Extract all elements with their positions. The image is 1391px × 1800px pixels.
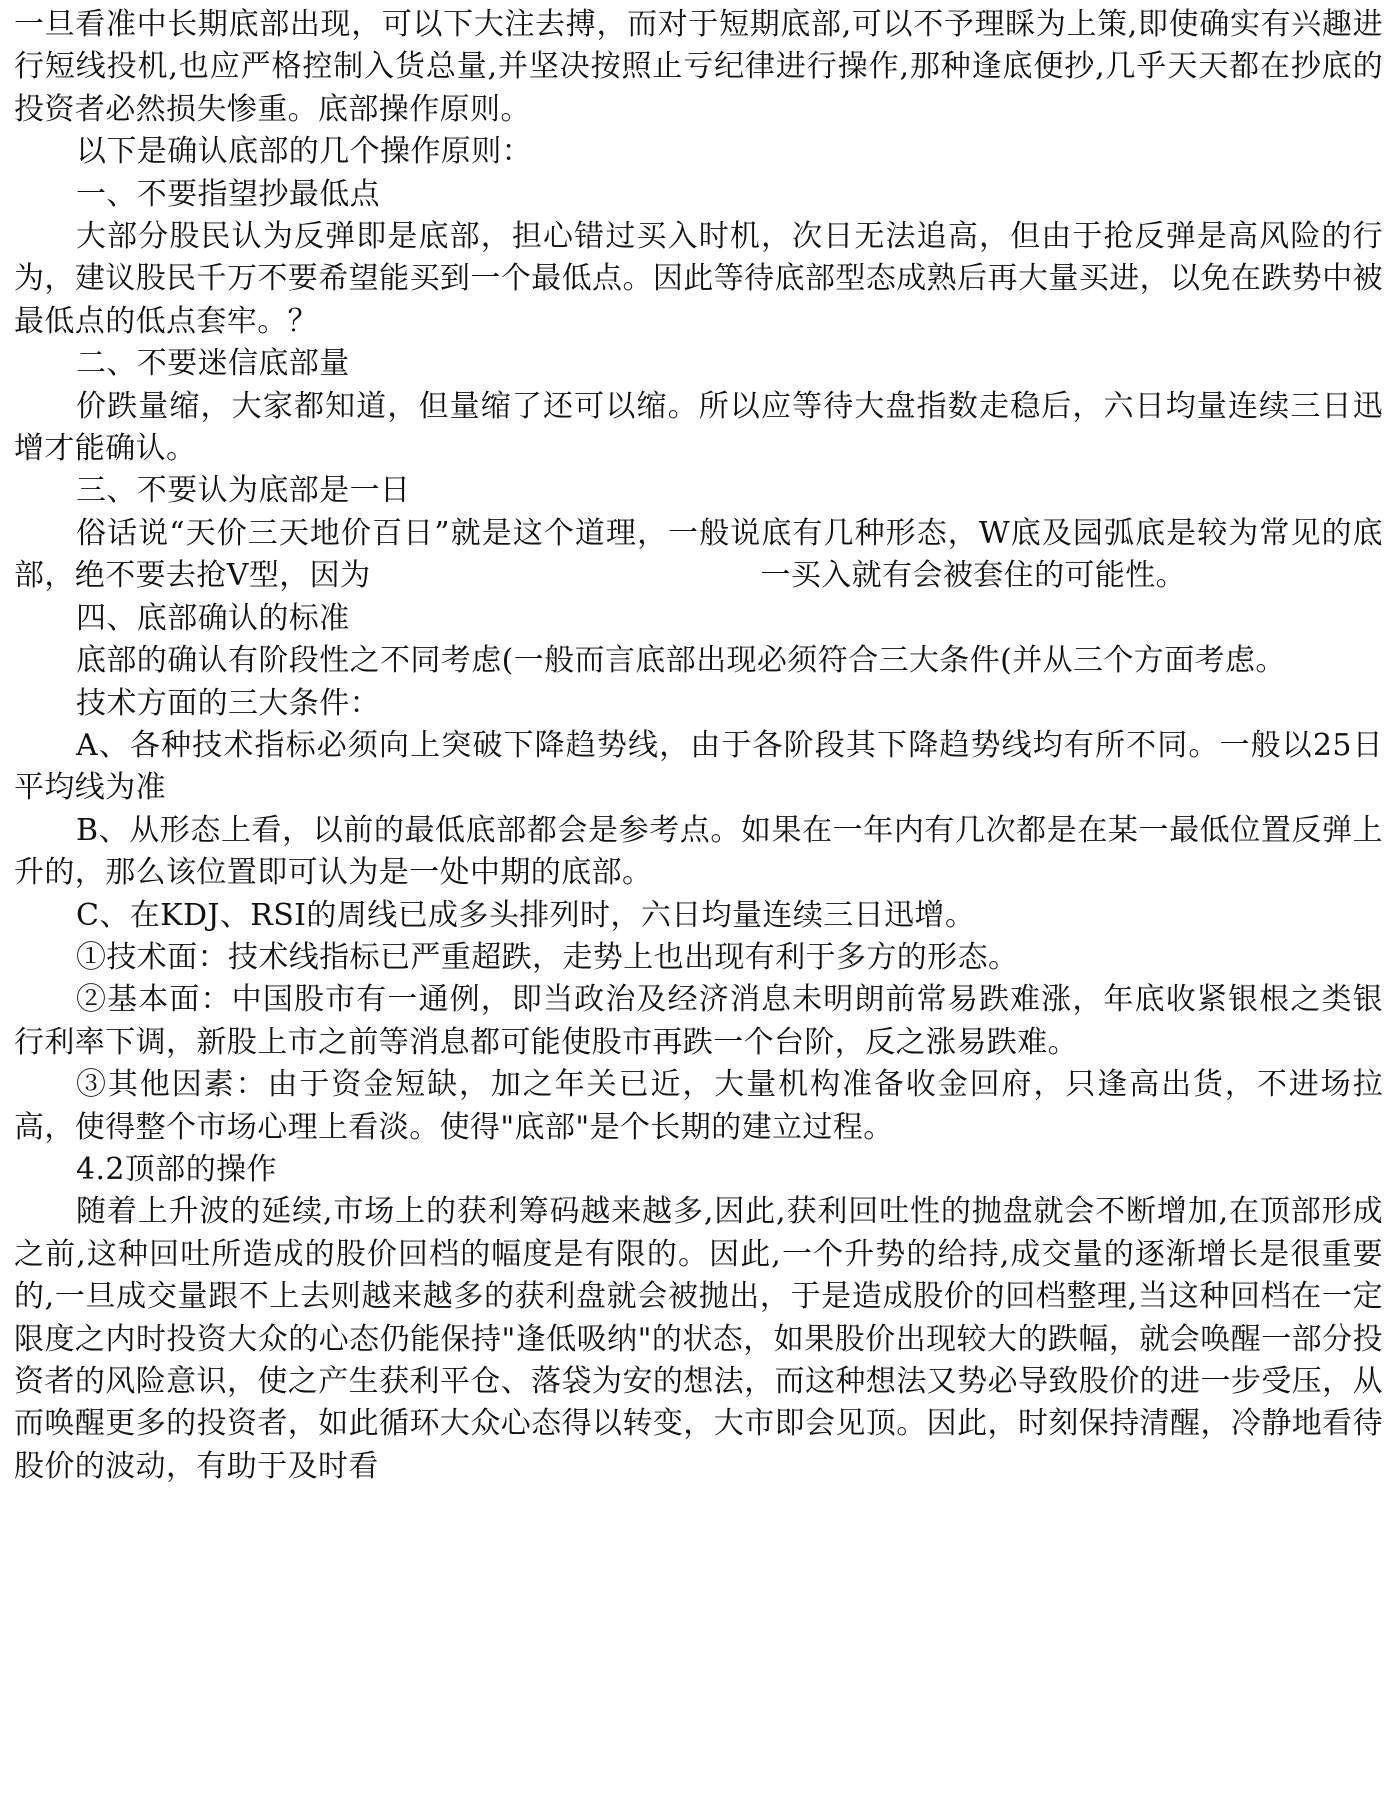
heading-technical-conditions: 技术方面的三大条件： [76, 685, 380, 721]
paragraph-top-operation: 随着上升波的延续,市场上的获利筹码越来越多,因此,获利回吐性的抛盘就会不断增加,在顶部形成之前,这种回吐所造成的股价回档的幅度是有限的。因此,一个升势的给持,成交量的逐渐增长是很重要的,一旦成交量跟不上去则越来越多的获利盘就会被抛出，于是造成股价的回档整理,当这种回档在一定限度之内时投资大众的心态仍能保持"逢低吸纳"的状态，如果股价出现较大的跌幅，就会唤醒一部分投资者的风险意识，使之产生获利平仓、落袋为安的想法，而这种想法又势必导致股价的进一步受压，从而唤醒更多的投资者，如此循环大众心态得以转变，大市即会见顶。因此，时刻保持清醒，冷静地看待股价的波动，有助于及时看 [14, 1194, 1383, 1484]
heading-principle-2: 二、不要迷信底部量 [76, 346, 350, 382]
paragraph-condition-c: C、在KDJ、RSI的周线已成多头排列时，六日均量连续三日迅增。 [76, 897, 976, 933]
paragraph-condition-b: B、从形态上看，以前的最低底部都会是参考点。如果在一年内有几次都是在某一最低位置反弹上升的，那么该位置即可认为是一处中期的底部。 [14, 812, 1383, 891]
paragraph-principle-3-part-2: 一买入就有会被套住的可能性。 [760, 558, 1187, 594]
paragraph-bottom-strategy: 一旦看准中长期底部出现，可以下大注去搏，而对于短期底部,可以不予理睬为上策,即使确实有兴趣进行短线投机,也应严格控制入货总量,并坚决按照止亏纪律进行操作,那种逢底便抄,几乎天天都在抄底的投资者必然损失惨重。底部操作原则。 [14, 7, 1383, 127]
paragraph-condition-a: A、各种技术指标必须向上突破下降趋势线，由于各阶段其下降趋势线均有所不同。一般以25日平均线为准 [14, 727, 1383, 806]
heading-principle-1: 一、不要指望抄最低点 [76, 176, 380, 212]
paragraph-other-factors: ③其他因素：由于资金短缺，加之年关已近，大量机构准备收金回府，只逢高出货，不进场拉高，使得整个市场心理上看淡。使得"底部"是个长期的建立过程。 [14, 1067, 1383, 1145]
heading-principle-4: 四、底部确认的标准 [76, 600, 350, 636]
paragraph-principle-3 [14, 513, 1383, 598]
paragraph-principle-4: 底部的确认有阶段性之不同考虑(一般而言底部出现必须符合三大条件(并从三个方面考虑。 [76, 643, 1286, 679]
paragraph-principles-intro: 以下是确认底部的几个操作原则： [76, 134, 532, 170]
heading-principle-3: 三、不要认为底部是一日 [76, 473, 411, 509]
paragraph-technical-aspect: ①技术面：技术线指标已严重超跌，走势上也出现有利于多方的形态。 [76, 939, 1019, 975]
paragraph-principle-1: 大部分股民认为反弹即是底部，担心错过买入时机，次日无法追高，但由于抢反弹是高风险的行为，建议股民千万不要希望能买到一个最低点。因此等待底部型态成熟后再大量买进，以免在跌势中被最低点的低点套牢。？ [14, 219, 1383, 339]
section-heading-top-operation: 4.2顶部的操作 [76, 1151, 277, 1187]
paragraph-principle-2: 价跌量缩，大家都知道，但量缩了还可以缩。所以应等待大盘指数走稳后，六日均量连续三日迅增才能确认。 [14, 388, 1383, 467]
paragraph-principle-3-part-1: 俗话说“天价三天地价百日”就是这个道理，一般说底有几种形态，W底及园弧底是较为常见的底部，绝不要去抢V型，因为 [14, 515, 1383, 594]
paragraph-fundamental-aspect: ②基本面：中国股市有一通例，即当政治及经济消息未明朗前常易跌难涨，年底收紧银根之类银行利率下调，新股上市之前等消息都可能使股市再跌一个台阶，反之涨易跌难。 [14, 982, 1383, 1060]
